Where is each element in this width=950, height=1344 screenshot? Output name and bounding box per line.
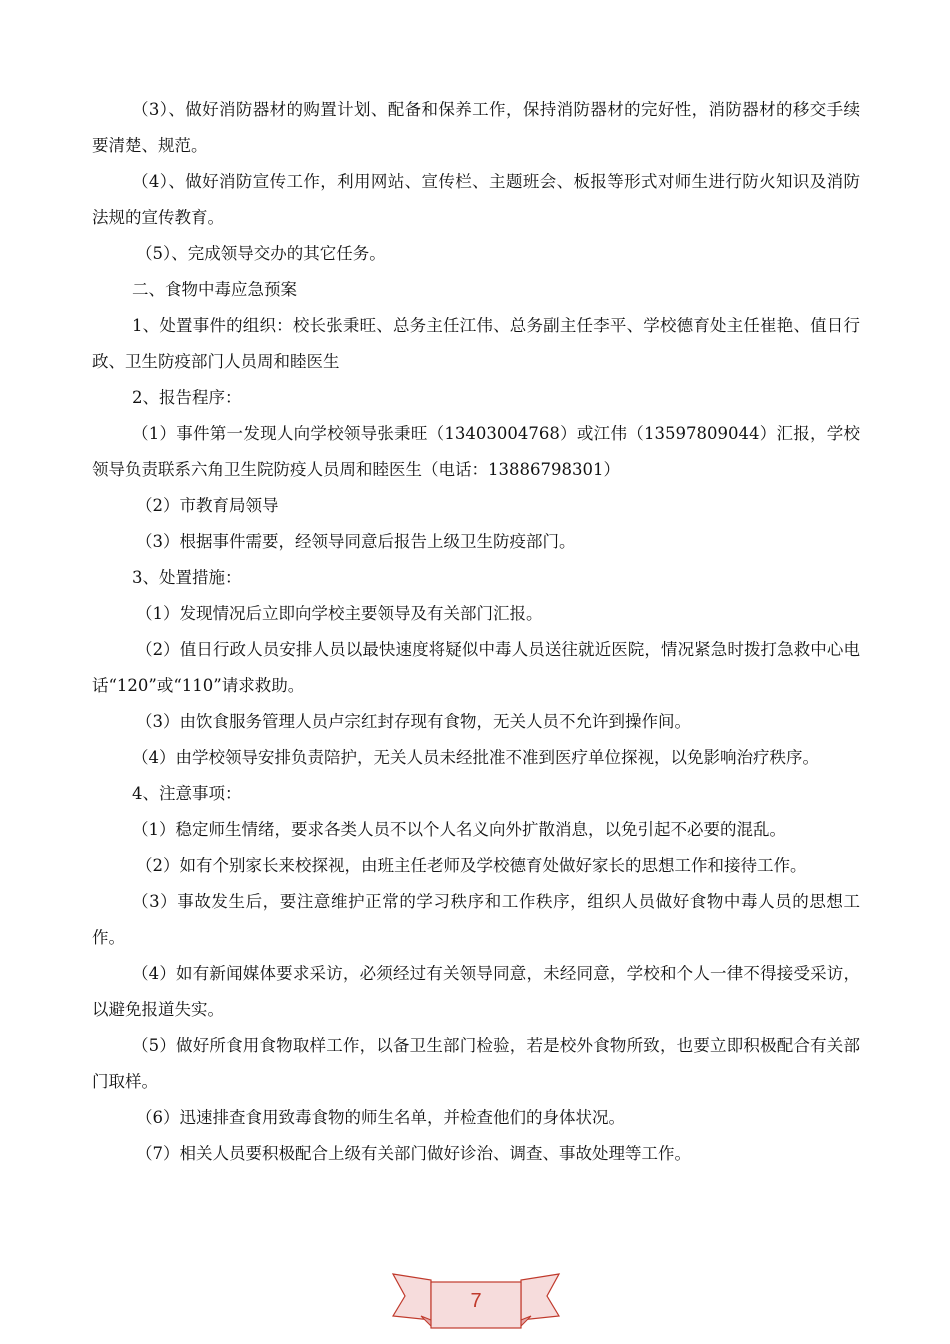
paragraph-report-2: （2）市教育局领导 [136,496,279,515]
paragraph-note-4: （4）如有新闻媒体要求采访，必须经过有关领导同意，未经同意，学校和个人一律不得接受采访，以避免报道失实。 [92,964,860,1019]
paragraph-note-7: （7）相关人员要积极配合上级有关部门做好诊治、调查、事故处理等工作。 [136,1144,691,1163]
paragraph-report-1: （1）事件第一发现人向学校领导张秉旺（13403004768）或江伟（13597809044）汇报，学校领导负责联系六角卫生院防疫人员周和睦医生（电话：13886798301） [92,424,860,479]
subheading-notes: 4、注意事项： [132,784,242,803]
paragraph-fire-equipment: （3）、做好消防器材的购置计划、配备和保养工作，保持消防器材的完好性，消防器材的移交手续要清楚、规范。 [92,100,860,155]
page-number: 7 [470,1290,482,1312]
paragraph-note-5: （5）做好所食用食物取样工作，以备卫生部门检验，若是校外食物所致，也要立即积极配合有关部门取样。 [92,1036,860,1091]
subheading-report-procedure: 2、报告程序： [132,388,242,407]
paragraph-report-3: （3）根据事件需要，经领导同意后报告上级卫生防疫部门。 [136,532,576,551]
paragraph-note-2: （2）如有个别家长来校探视，由班主任老师及学校德育处做好家长的思想工作和接待工作。 [136,856,807,875]
paragraph-fire-publicity: （4）、做好消防宣传工作，利用网站、宣传栏、主题班会、板报等形式对师生进行防火知识及消防法规的宣传教育。 [92,172,860,227]
paragraph-note-1: （1）稳定师生情绪，要求各类人员不以个人名义向外扩散消息，以免引起不必要的混乱。 [132,820,786,839]
section-heading-food-poisoning: 二、食物中毒应急预案 [132,280,297,299]
paragraph-measure-4: （4）由学校领导安排负责陪护，无关人员未经批准不准到医疗单位探视，以免影响治疗秩序。 [132,748,819,767]
paragraph-other-tasks: （5）、完成领导交办的其它任务。 [136,244,386,263]
paragraph-measure-1: （1）发现情况后立即向学校主要领导及有关部门汇报。 [136,604,543,623]
subheading-measures: 3、处置措施： [132,568,242,587]
page-footer [391,1270,561,1336]
document-body [92,92,860,1172]
paragraph-note-6: （6）迅速排查食用致毒食物的师生名单，并检查他们的身体状况。 [136,1108,625,1127]
paragraph-measure-3: （3）由饮食服务管理人员卢宗红封存现有食物，无关人员不允许到操作间。 [136,712,691,731]
paragraph-measure-2: （2）值日行政人员安排人员以最快速度将疑似中毒人员送往就近医院，情况紧急时拨打急救中心电话“120”或“110”请求救助。 [92,640,860,695]
paragraph-note-3: （3）事故发生后，要注意维护正常的学习秩序和工作秩序，组织人员做好食物中毒人员的思想工作。 [92,892,860,947]
paragraph-organization: 1、处置事件的组织：校长张秉旺、总务主任江伟、总务副主任李平、学校德育处主任崔艳、值日行政、卫生防疫部门人员周和睦医生 [92,316,860,371]
